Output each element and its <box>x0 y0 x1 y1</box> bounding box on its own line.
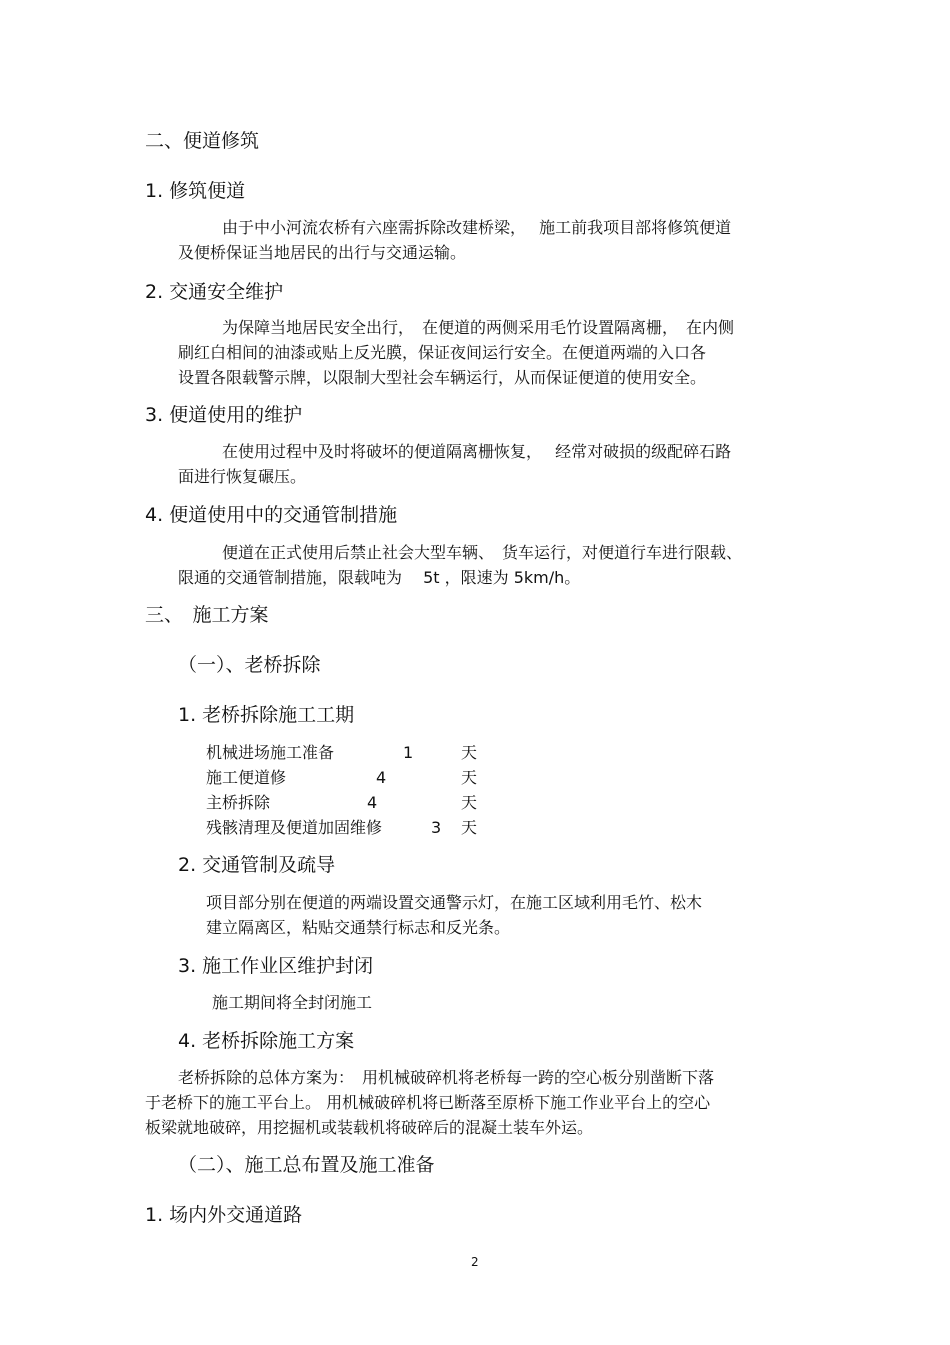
paragraph-line: 建立隔离区，粘贴交通禁行标志和反光条。 <box>206 918 511 937</box>
subheading-site-roads: 1. 场内外交通道路 <box>145 1204 303 1226</box>
paragraph-line: 板梁就地破碎，用挖掘机或装载机将破碎后的混凝土装车外运。 <box>145 1118 594 1137</box>
schedule-unit: 天 <box>461 768 478 787</box>
subheading-traffic-control: 4. 便道使用中的交通管制措施 <box>145 504 398 526</box>
schedule-task: 机械进场施工准备 <box>206 743 335 762</box>
subheading-traffic-guidance: 2. 交通管制及疏导 <box>178 854 336 876</box>
paragraph-line: 老桥拆除的总体方案为： 用机械破碎机将老桥每一跨的空心板分别凿断下落 <box>178 1068 715 1087</box>
subsection-heading-demolition: （一）、老桥拆除 <box>178 654 321 676</box>
schedule-days: 4 <box>367 793 378 812</box>
paragraph-line: 为保障当地居民安全出行， 在便道的两侧采用毛竹设置隔离栅， 在内侧 <box>222 318 735 337</box>
schedule-days: 3 <box>431 818 442 837</box>
schedule-task: 残骸清理及便道加固维修 <box>206 818 383 837</box>
subsection-heading-layout: （二）、施工总布置及施工准备 <box>178 1154 435 1176</box>
paragraph-line: 面进行恢复碾压。 <box>178 467 307 486</box>
section-heading-2: 二、便道修筑 <box>145 130 260 152</box>
paragraph-line: 于老桥下的施工平台上。 用机械破碎机将已断落至原桥下施工作业平台上的空心 <box>145 1093 711 1112</box>
subheading-traffic-safety: 2. 交通安全维护 <box>145 281 284 303</box>
paragraph-line: 施工期间将全封闭施工 <box>212 993 373 1012</box>
schedule-task: 主桥拆除 <box>206 793 271 812</box>
schedule-days: 4 <box>376 768 387 787</box>
paragraph-line: 刷红白相间的油漆或贴上反光膜，保证夜间运行安全。在便道两端的入口各 <box>178 343 707 362</box>
paragraph-line: 便道在正式使用后禁止社会大型车辆、 货车运行，对便道行车进行限载、 <box>222 543 743 562</box>
page-number: 2 <box>471 1255 479 1269</box>
paragraph-line: 及便桥保证当地居民的出行与交通运输。 <box>178 243 467 262</box>
paragraph-line: 由于中小河流农桥有六座需拆除改建桥梁， 施工前我项目部将修筑便道 <box>222 218 732 237</box>
section-heading-3: 三、 施工方案 <box>145 604 269 626</box>
schedule-unit: 天 <box>461 743 478 762</box>
schedule-unit: 天 <box>461 818 478 837</box>
schedule-days: 1 <box>403 743 414 762</box>
subheading-demolition-plan: 4. 老桥拆除施工方案 <box>178 1030 355 1052</box>
paragraph-line: 限通的交通管制措施，限载吨为 5t ，限速为 5km/h。 <box>178 568 581 587</box>
schedule-task: 施工便道修 <box>206 768 287 787</box>
subheading-build-road: 1. 修筑便道 <box>145 180 246 202</box>
subheading-work-zone: 3. 施工作业区维护封闭 <box>178 955 374 977</box>
subheading-schedule: 1. 老桥拆除施工工期 <box>178 704 355 726</box>
paragraph-line: 设置各限载警示牌，以限制大型社会车辆运行，从而保证便道的使用安全。 <box>178 368 707 387</box>
schedule-unit: 天 <box>461 793 478 812</box>
subheading-road-maintenance: 3. 便道使用的维护 <box>145 404 303 426</box>
paragraph-line: 项目部分别在便道的两端设置交通警示灯，在施工区域利用毛竹、松木 <box>206 893 703 912</box>
paragraph-line: 在使用过程中及时将破坏的便道隔离栅恢复， 经常对破损的级配碎石路 <box>222 442 732 461</box>
